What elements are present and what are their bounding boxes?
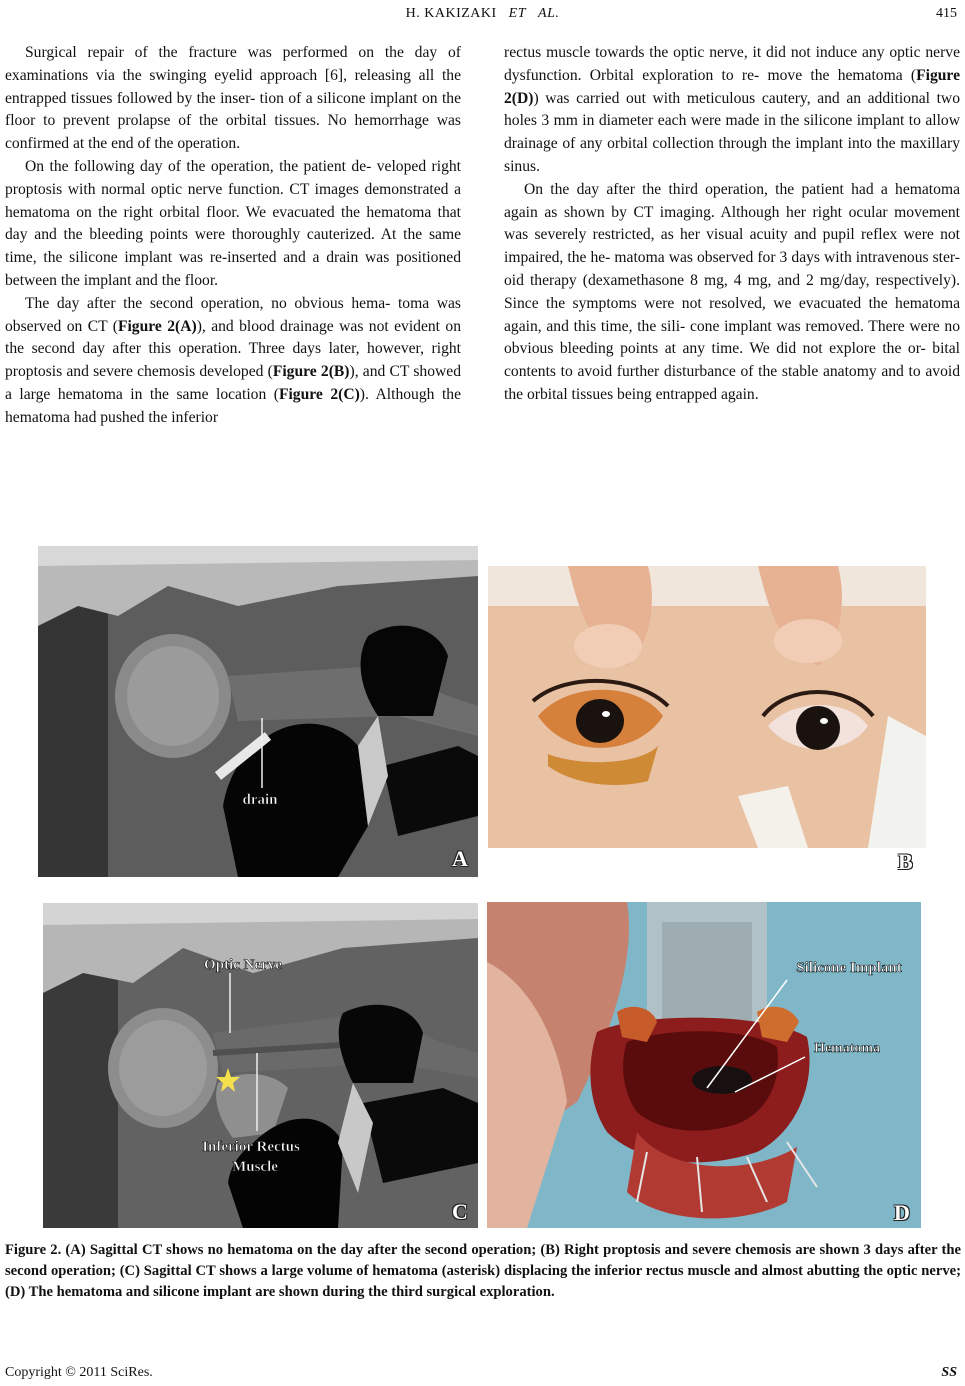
- page-header: [0, 6, 965, 28]
- running-head-authors: H. KAKIZAKI ET AL.: [405, 6, 560, 21]
- right-text-column: [504, 42, 960, 407]
- panel-letter-b: B: [898, 849, 913, 874]
- figure-panel-b: [488, 566, 926, 848]
- paragraph: rectus muscle towards the optic nerve, it did not induce any optic nerve dysfunction. Orbital exploration to re- move the hematoma (Figure 2(D)) was carried out with meticulous cautery, and an additional two holes 3 mm in diameter each were made in the silicone implant to allow drainage of any orbital collection through the implant into the maxillary sinus.: [504, 44, 960, 175]
- figure-ref: Figure 2(B): [272, 363, 350, 381]
- paragraph: The day after the second operation, no obvious hema- toma was observed on CT (Figure 2(A)), and blood drainage was not evident on the second day after this operation. Three days later, however, right proptosis and severe chemosis developed (Figure 2(B)), and CT showed a large hematoma in the same location (Figure 2(C)). Although the hematoma had pushed the inferior: [5, 294, 462, 426]
- silicone-implant-label: Silicone Implant: [796, 960, 902, 976]
- drain-label: drain: [242, 792, 278, 808]
- figure-ref: Figure 2(C): [278, 385, 360, 403]
- ct-scan-image: [38, 546, 478, 877]
- page-number: 415: [936, 6, 957, 21]
- inferior-rectus-label: Inferior Rectus: [202, 1139, 300, 1155]
- figure-caption: Figure 2. (A) Sagittal CT shows no hematoma on the day after the second operation; (B) Right proptosis and severe chemosis are shown 3 days after the second operation; (C) Sagittal CT shows a large volume of hematoma (asterisk) displacing the inferior rectus muscle and almost abutting the optic nerve; (D) The hematoma and silicone implant are shown during the third surgical exploration.: [5, 1242, 961, 1300]
- figure-panel-c: [43, 903, 478, 1228]
- surgical-photo: [487, 902, 921, 1228]
- hematoma-label: Hematoma: [813, 1041, 881, 1056]
- panel-letter-a: A: [452, 846, 468, 871]
- left-text-column: [5, 42, 461, 430]
- figure-ref: Figure 2(D): [504, 66, 960, 107]
- ct-scan-image: [43, 903, 478, 1228]
- journal-abbrev: SS: [941, 1365, 957, 1380]
- paragraph: On the day after the third operation, the patient had a hematoma again as shown by CT imaging. Although her right ocular movement was severely restricted, as her visual acuity and pupil reflex were not impaired, the he- matoma was observed for 3 days with intravenous ster- oid therapy (dexamethasone 8 mg, 4 mg, and 2 mg/day, respectively). Since the symptoms were not resolved, we evacuated the hematoma again, and this time, the sili- cone implant was removed. There were no obvious bleeding points at any time. We did not explore the or- bital contents to avoid further disturbance of the stable anatomy and to avoid the orbital tissues being entrapped again.: [504, 180, 960, 403]
- panel-letter-c: C: [452, 1199, 468, 1224]
- optic-nerve-label: Optic Nerve: [204, 957, 282, 973]
- figure-panel-a: [38, 546, 478, 877]
- paragraph: On the following day of the operation, the patient de- veloped right proptosis with normal optic nerve function. CT images demonstrated a hematoma on the right orbital floor. We evacuated the hematoma that day and the bleeding points were thoroughly cauterized. At the same time, the silicone implant was re-inserted and a drain was positioned between the implant and the floor.: [5, 157, 461, 289]
- copyright: Copyright © 2011 SciRes.: [5, 1365, 153, 1380]
- clinical-photo: [488, 566, 926, 848]
- panel-letter-d: D: [894, 1200, 910, 1225]
- muscle-label: Muscle: [232, 1159, 278, 1175]
- figure-ref: Figure 2(A): [117, 317, 197, 335]
- figure-panel-d: [487, 902, 921, 1228]
- paragraph: Surgical repair of the fracture was performed on the day of examinations via the swinging eyelid approach [6], releasing all the entrapped tissues followed by the inser- tion of a silicone implant on the floor to prevent prolapse of the orbital tissues. No hemorrhage was confirmed at the end of the operation.: [5, 44, 461, 153]
